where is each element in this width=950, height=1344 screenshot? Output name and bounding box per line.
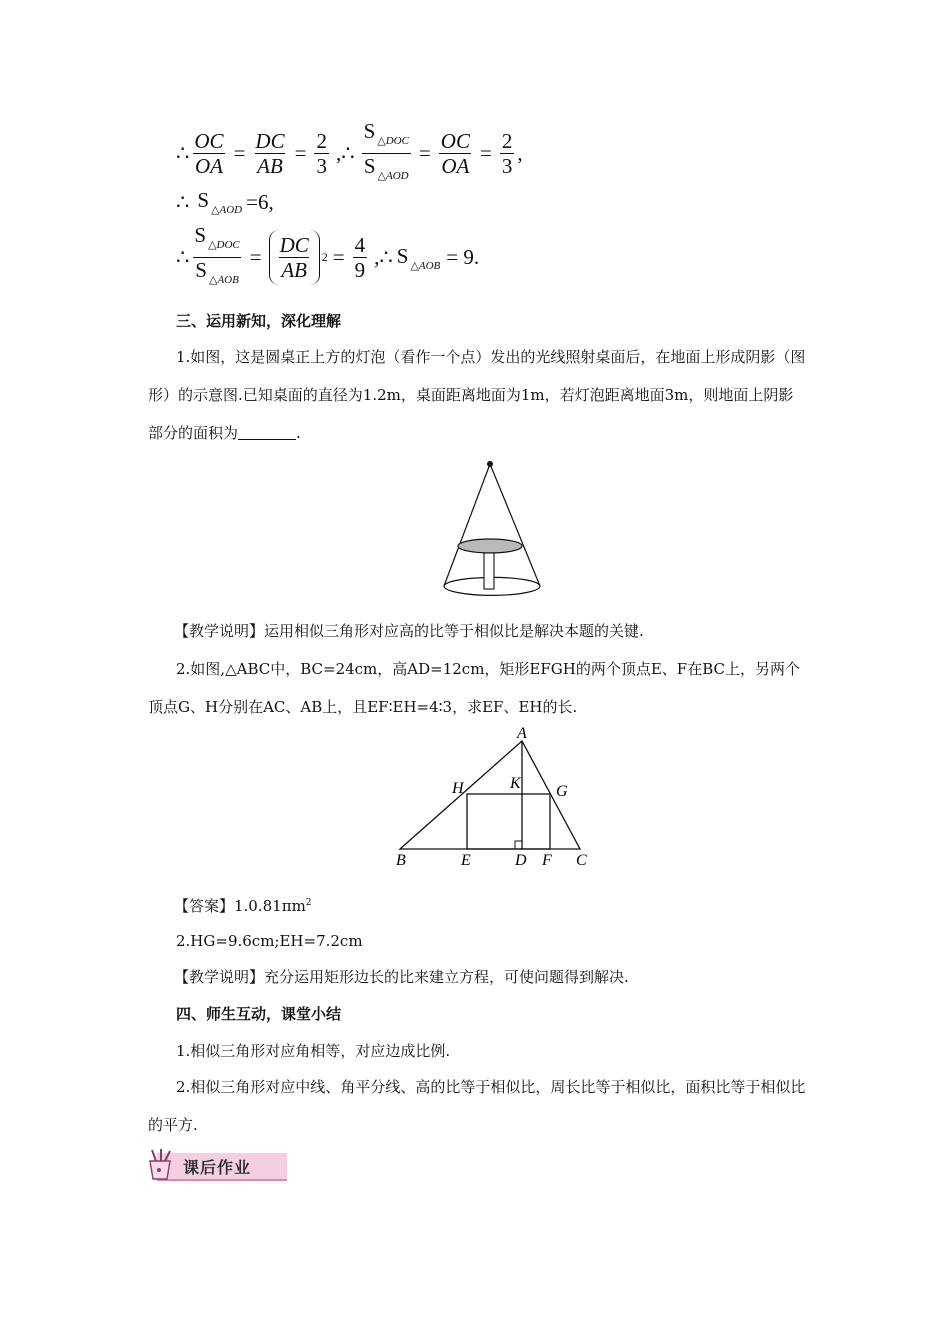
summary-item-1: 1.相似三角形对应角相等，对应边成比例. [176, 1042, 451, 1060]
label-k: K [510, 775, 521, 792]
problem-2: 2.如图,△ABC中，BC=24cm，高AD=12cm，矩形EFGH的两个顶点E、F在BC上，另两个顶点G、H分别在AC、AB上，且EF∶EH=4∶3，求EF、EH的长. [148, 660, 800, 716]
homework-badge [145, 1147, 287, 1181]
fraction-two-thirds-2: $\frac{2}{3}$ [501, 129, 513, 178]
table-leg [484, 553, 494, 589]
table-top [458, 539, 522, 553]
answer-line-2: 2.HG=9.6cm;EH=7.2cm [176, 932, 363, 950]
label-b: B [396, 852, 406, 869]
pencil-cup-icon [145, 1147, 175, 1181]
figure-triangle-rectangle [390, 725, 600, 870]
fraction-oc-oa-2: $\frac{OC}{OA}$ [440, 129, 470, 178]
fraction-area-doc-aob: $\frac{S _{\triangle DOC}}{S _{\triangle AOB}}$ [192, 224, 241, 291]
label-a: A [517, 725, 527, 742]
fraction-oc-oa: $\frac{OC}{OA}$ [194, 129, 224, 178]
rectangle-efgh [467, 794, 550, 849]
answer-line-1: 【答案】$1.0.81\pi m^2$ [174, 897, 312, 915]
section-heading-3: 三、运用新知，深化理解 [176, 312, 342, 330]
label-e: E [461, 852, 471, 869]
right-angle-mark [515, 841, 522, 849]
triangle-abc [400, 741, 580, 849]
fraction-area-doc-aod: $\frac{S _{\triangle DOC}}{S _{\triangle AOD}}$ [362, 120, 411, 187]
section-heading-4: 四、师生互动，课堂小结 [176, 1005, 342, 1023]
cone-right-edge [490, 464, 540, 586]
math-line-2: ∴ S $_{\triangle AOD}$ =6 , [176, 188, 274, 216]
summary-item-2: 2.相似三角形对应中线、角平分线、高的比等于相似比，周长比等于相似比，面积比等于相似比的平方. [148, 1078, 806, 1134]
cone-left-edge [444, 464, 490, 586]
teaching-note-1: 【教学说明】运用相似三角形对应高的比等于相似比是解决本题的关键. [174, 622, 644, 640]
label-d: D [515, 852, 527, 869]
fraction-four-ninths: $\frac{4}{9}$ [354, 233, 366, 282]
math-line-1: ∴ $\frac{OC}{OA}$ = $\frac{DC}{AB}$ = $\frac{2}{3}$ ,∴ $\frac{S _{\triangle DOC}}{S _{\triangle AOD}}$ = $\frac{OC}{OA}$ = $\frac{2}{3}$ , [176, 120, 523, 187]
parenthesized-ratio: $\frac{DC}{AB}$ [269, 230, 320, 285]
badge-label: 课后作业 [183, 1158, 252, 1177]
label-g: G [556, 783, 568, 800]
fraction-dc-ab: $\frac{DC}{AB}$ [255, 129, 285, 178]
fraction-two-thirds: $\frac{2}{3}$ [316, 129, 327, 178]
problem-1: 1.如图，这是圆桌正上方的灯泡（看作一个点）发出的光线照射桌面后，在地面上形成阴影（图形）的示意图.已知桌面的直径为1.2m，桌面距离地面为1m，若灯泡距离地面3m，则地面上阴影部分的面积为 . [148, 348, 806, 442]
math-line-3: ∴ $\frac{S _{\triangle DOC}}{S _{\triangle AOB}}$ = $\frac{DC}{AB}$ 2 = $\frac{4}{9}$ ,∴ S $_{\triangle AOB}$ = 9. [176, 224, 479, 291]
label-f: F [542, 852, 552, 869]
teaching-note-2: 【教学说明】充分运用矩形边长的比来建立方程，可使问题得到解决. [174, 968, 629, 986]
label-h: H [452, 780, 464, 797]
label-c: C [576, 852, 587, 869]
therefore-symbol: ∴ [176, 141, 190, 165]
figure-lamp-cone [440, 458, 550, 598]
answer-blank [238, 423, 296, 440]
